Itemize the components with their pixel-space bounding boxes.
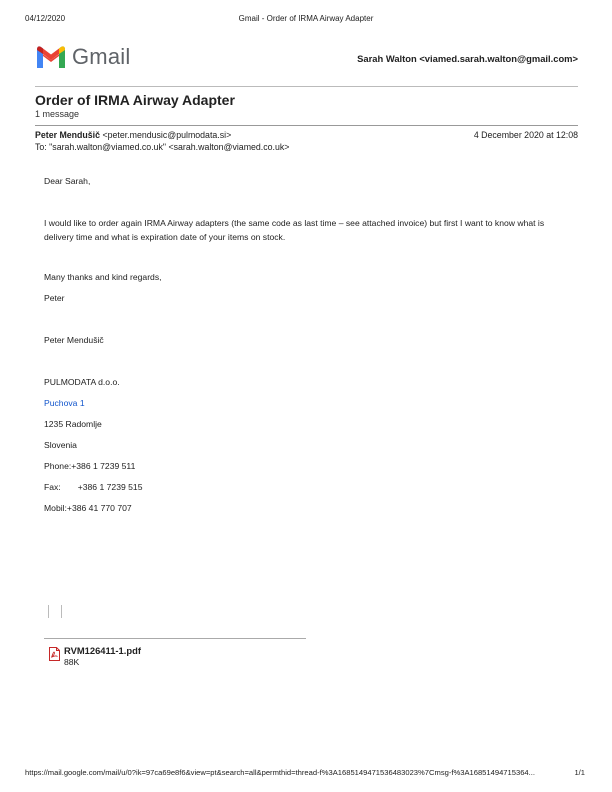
signature-street-link[interactable]: Puchova 1 bbox=[44, 398, 85, 408]
attachment-size: 88K bbox=[64, 657, 80, 667]
header-divider bbox=[35, 86, 578, 87]
sender-email: <peter.mendusic@pulmodata.si> bbox=[102, 130, 232, 140]
account-identity: Sarah Walton <viamed.sarah.walton@gmail.com> bbox=[357, 53, 578, 64]
attachment-name[interactable]: RVM126411-1.pdf bbox=[64, 645, 141, 656]
signature-phone: Phone:+386 1 7239 511 bbox=[44, 461, 136, 471]
body-closing: Many thanks and kind regards, bbox=[44, 272, 162, 282]
signature-full-name: Peter Mendušič bbox=[44, 335, 104, 345]
fax-number: +386 1 7239 515 bbox=[77, 482, 143, 492]
body-paragraph: I would like to order again IRMA Airway adapters (the same code as last time – see attached invoice) but first I want to know what is delivery time and what is expiration date of your items on stock. bbox=[44, 218, 545, 242]
quoted-text-marker bbox=[48, 605, 49, 618]
signature-fax bbox=[44, 480, 142, 494]
attachment-divider bbox=[44, 638, 306, 639]
message-from bbox=[35, 130, 231, 140]
print-page-number: 1/1 bbox=[574, 768, 585, 777]
message-divider bbox=[35, 125, 578, 126]
body-greeting: Dear Sarah, bbox=[44, 176, 91, 186]
gmail-logo-text: Gmail bbox=[72, 44, 131, 69]
signature-country: Slovenia bbox=[44, 440, 77, 450]
signature-city: 1235 Radomlje bbox=[44, 419, 102, 429]
quoted-text-marker bbox=[61, 605, 62, 618]
gmail-logo-icon bbox=[35, 44, 67, 69]
fax-label: Fax: bbox=[44, 482, 61, 492]
signature-company: PULMODATA d.o.o. bbox=[44, 377, 120, 387]
thread-subject: Order of IRMA Airway Adapter bbox=[35, 92, 235, 108]
message-date: 4 December 2020 at 12:08 bbox=[473, 130, 578, 140]
signature-mobile: Mobil:+386 41 770 707 bbox=[44, 503, 132, 513]
print-url: https://mail.google.com/mail/u/0?ik=97ca69e8f6&view=pt&search=all&permthid=thread-f%3A1685149471536483023%7Cmsg-f%3A16851494715364... bbox=[25, 768, 535, 777]
pdf-file-icon[interactable] bbox=[49, 647, 60, 661]
print-date: 04/12/2020 bbox=[25, 14, 66, 23]
print-title: Gmail - Order of IRMA Airway Adapter bbox=[238, 14, 374, 23]
signature-first-name: Peter bbox=[44, 293, 65, 303]
sender-name: Peter Mendušič bbox=[35, 130, 101, 140]
message-recipients: To: "sarah.walton@viamed.co.uk" <sarah.walton@viamed.co.uk> bbox=[35, 142, 290, 152]
message-count: 1 message bbox=[35, 109, 80, 119]
